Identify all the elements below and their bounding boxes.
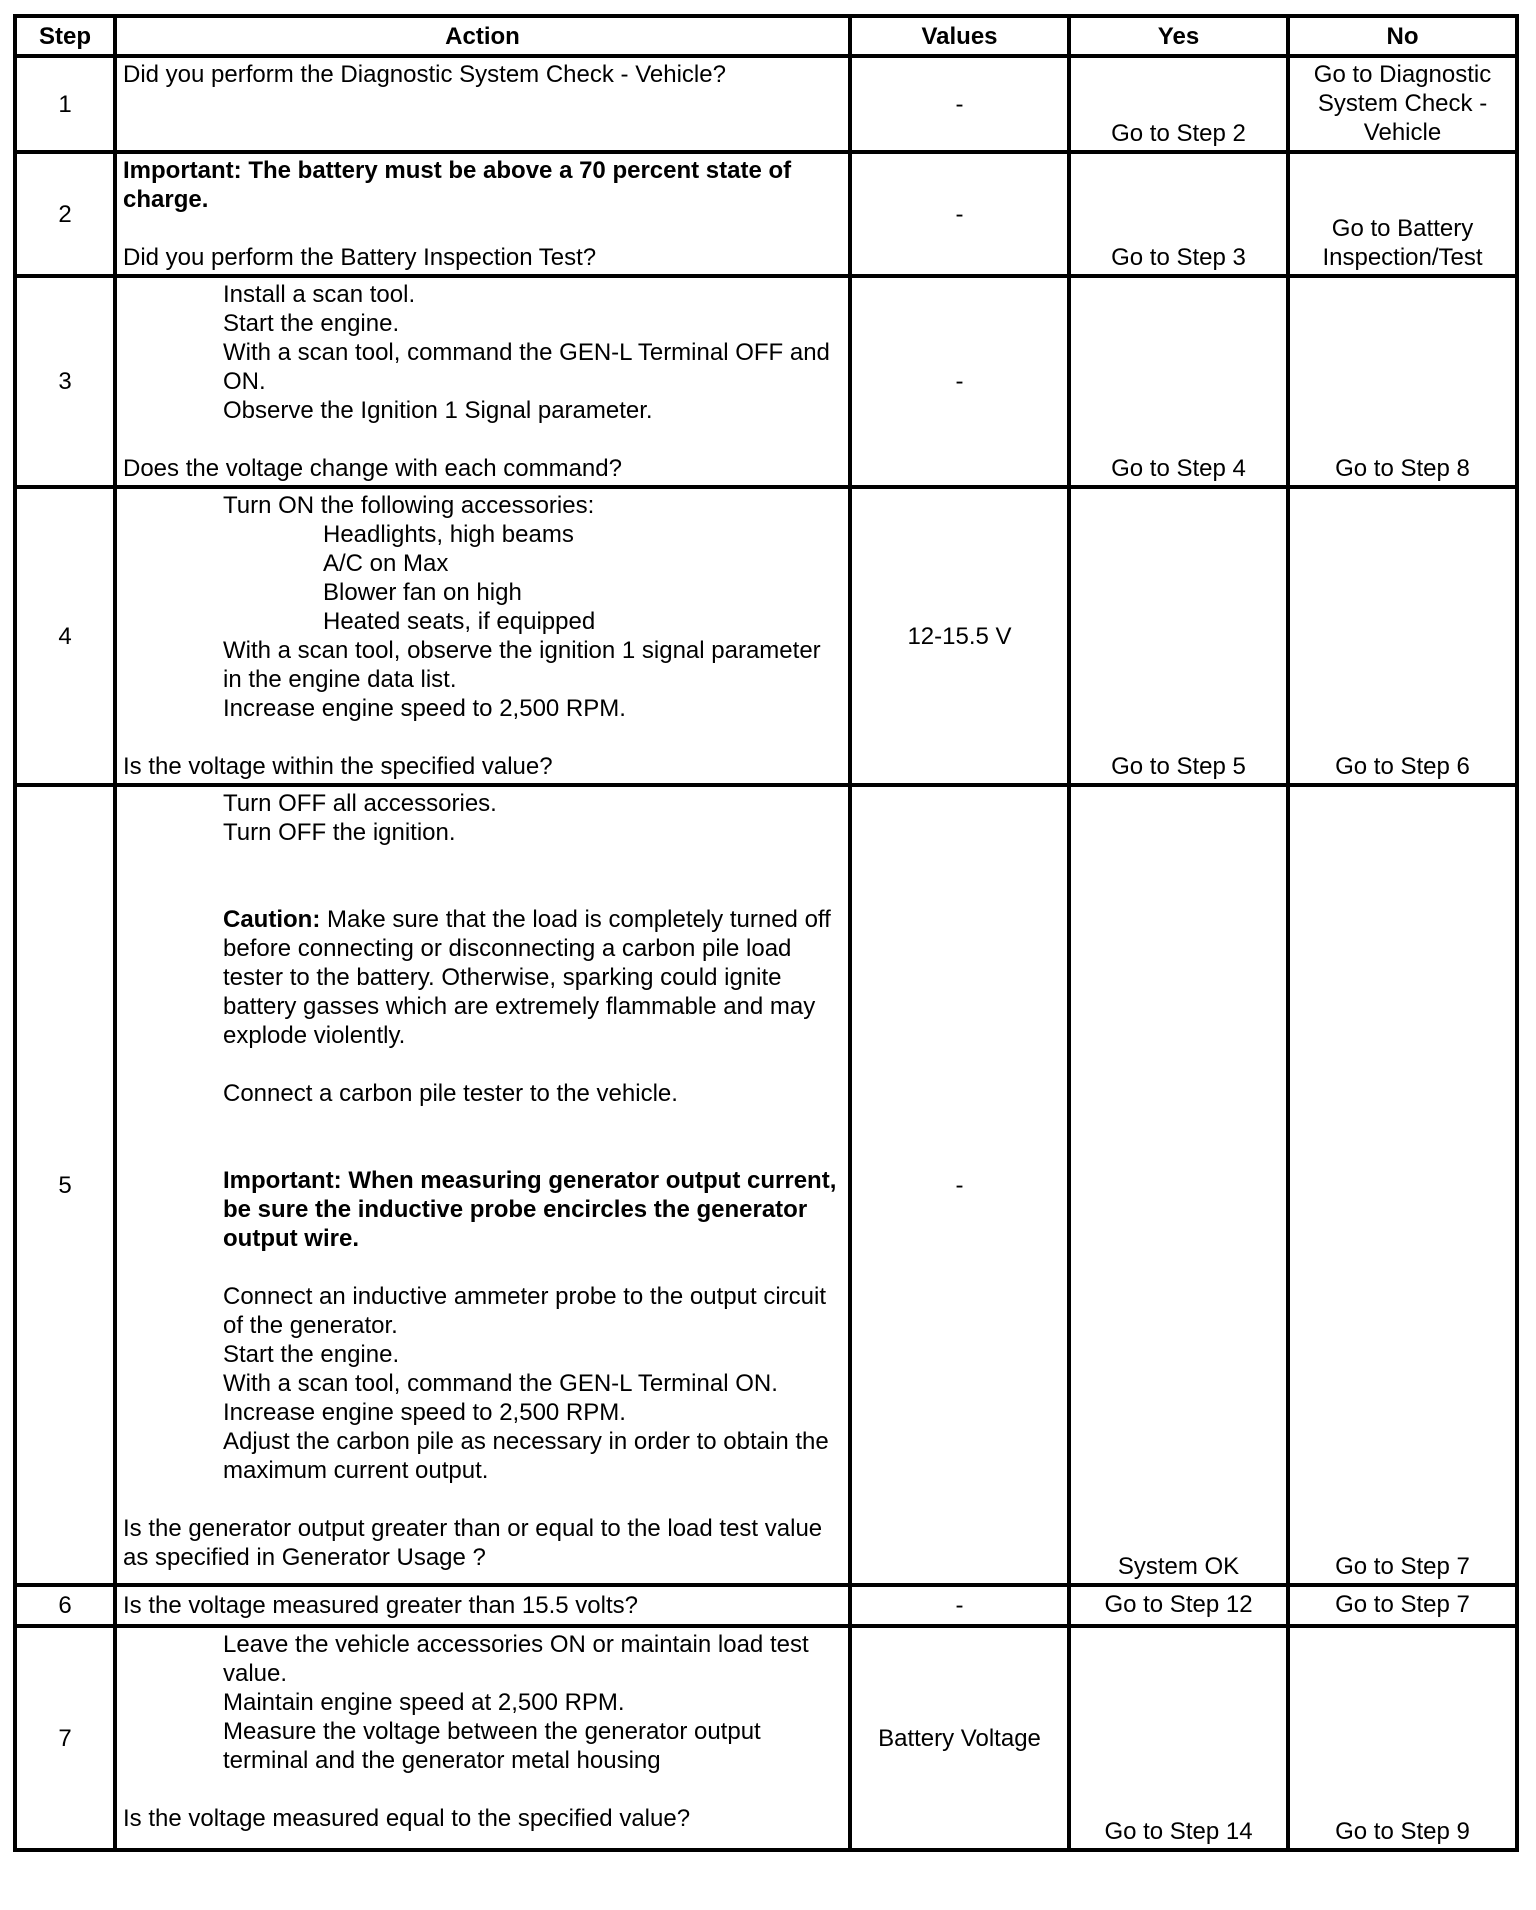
action-question: Is the voltage measured equal to the specified value? [123,1805,691,1832]
value-cell: - [850,785,1069,1585]
accessory-item: Headlights, high beams [323,521,574,548]
header-yes: Yes [1069,16,1288,56]
value-cell: - [850,1585,1069,1626]
yes-cell: Go to Step 4 [1069,276,1288,487]
action-item: With a scan tool, command the GEN-L Terminal OFF and ON. [223,339,830,395]
action-cell [115,785,850,1585]
table-row [15,1585,1517,1626]
yes-cell: Go to Step 14 [1069,1626,1288,1850]
action-item: Install a scan tool. [223,281,416,308]
yes-cell: Go to Step 5 [1069,487,1288,785]
header-values: Values [850,16,1069,56]
caution-note [223,905,842,1050]
accessory-item: A/C on Max [323,550,449,577]
action-cell [115,152,850,276]
header-action: Action [115,16,850,56]
action-question: Does the voltage change with each command? [123,455,622,482]
action-cell [115,1585,850,1626]
table-row [15,152,1517,276]
action-item: Connect a carbon pile tester to the vehicle. [223,1080,678,1107]
action-item: Start the engine. [223,1341,400,1368]
table-row [15,56,1517,152]
action-item: Increase engine speed to 2,500 RPM. [223,1399,626,1426]
no-cell: Go to Step 9 [1288,1626,1517,1850]
no-cell: Go to Step 7 [1288,1585,1517,1626]
action-item: With a scan tool, command the GEN-L Terminal ON. [223,1370,778,1397]
action-item: Measure the voltage between the generator output terminal and the generator metal housing [223,1718,761,1774]
value-cell: - [850,56,1069,152]
action-question: Is the voltage measured greater than 15.5 volts? [123,1592,638,1619]
step-number: 4 [15,487,115,785]
step-number: 1 [15,56,115,152]
value-cell: Battery Voltage [850,1626,1069,1850]
table-row [15,1626,1517,1850]
important-note: Important: The battery must be above a 70 percent state of charge. [123,157,792,213]
step-number: 5 [15,785,115,1585]
action-item: Connect an inductive ammeter probe to the output circuit of the generator. [223,1283,826,1339]
step-number: 7 [15,1626,115,1850]
step-number: 2 [15,152,115,276]
yes-cell: Go to Step 2 [1069,56,1288,152]
table-row [15,276,1517,487]
accessory-item: Blower fan on high [323,579,522,606]
no-cell: Go to Diagnostic System Check - Vehicle [1288,56,1517,152]
action-item: Maintain engine speed at 2,500 RPM. [223,1689,625,1716]
action-item: Turn OFF all accessories. [223,790,497,817]
yes-cell: Go to Step 3 [1069,152,1288,276]
action-cell [115,487,850,785]
header-step: Step [15,16,115,56]
action-question: Did you perform the Diagnostic System Check - Vehicle? [123,61,726,88]
no-cell: Go to Battery Inspection/Test [1288,152,1517,276]
action-item: Observe the Ignition 1 Signal parameter. [223,397,653,424]
action-question: Is the generator output greater than or equal to the load test value as specified in Generator Usage ? [123,1515,823,1571]
action-question: Did you perform the Battery Inspection Test? [123,244,597,271]
action-cell [115,56,850,152]
action-item: Adjust the carbon pile as necessary in order to obtain the maximum current output. [223,1428,829,1484]
step-number: 6 [15,1585,115,1626]
value-cell: 12-15.5 V [850,487,1069,785]
action-item: With a scan tool, observe the ignition 1 signal parameter in the engine data list. [223,637,821,693]
yes-cell: System OK [1069,785,1288,1585]
action-item: Start the engine. [223,310,400,337]
accessory-item: Heated seats, if equipped [323,608,596,635]
no-cell: Go to Step 7 [1288,785,1517,1585]
caution-label: Caution: [223,906,321,933]
no-cell: Go to Step 8 [1288,276,1517,487]
action-cell [115,1626,850,1850]
action-question: Is the voltage within the specified value? [123,753,553,780]
no-cell: Go to Step 6 [1288,487,1517,785]
yes-cell: Go to Step 12 [1069,1585,1288,1626]
header-row [15,16,1517,56]
header-no: No [1288,16,1517,56]
value-cell: - [850,152,1069,276]
action-item: Turn ON the following accessories: [223,492,595,519]
action-cell [115,276,850,487]
table-row [15,487,1517,785]
important-note: Important: When measuring generator output current, be sure the inductive probe encircles the generator output wire. [223,1167,837,1252]
action-item: Increase engine speed to 2,500 RPM. [223,695,626,722]
diagnostic-table [13,14,1519,1852]
table-row [15,785,1517,1585]
action-item: Leave the vehicle accessories ON or maintain load test value. [223,1631,809,1687]
value-cell: - [850,276,1069,487]
action-item: Turn OFF the ignition. [223,819,456,846]
step-number: 3 [15,276,115,487]
caution-text: Make sure that the load is completely turned off before connecting or disconnecting a carbon pile load tester to the battery. Otherwise, sparking could ignite battery gasses which are extremely flammable and may explode violently. [223,906,831,1049]
